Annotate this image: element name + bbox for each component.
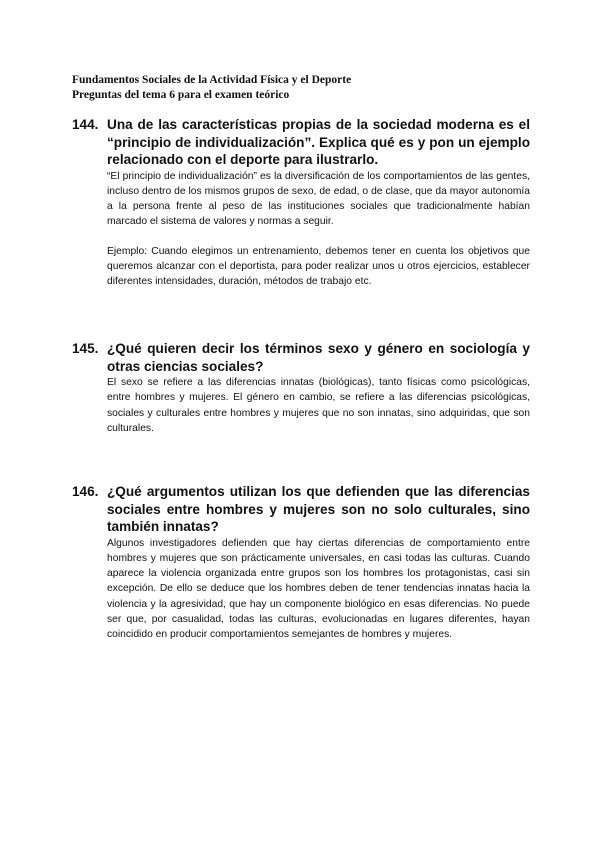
answer — [72, 536, 530, 643]
question-146 — [72, 483, 530, 643]
question-text: ¿Qué argumentos utilizan los que defienden que las diferencias sociales entre hombres y mujeres son no solo culturales, sino también innatas? — [107, 484, 530, 534]
question-144 — [72, 116, 530, 290]
course-title: Fundamentos Sociales de la Actividad Física y el Deporte — [72, 74, 352, 86]
question-number: 145. — [72, 341, 99, 356]
answer-paragraph: “El principio de individualización” es la diversificación de los comportamientos de las gentes, incluso dentro de los mismos grupos de sexo, de edad, o de clase, que da mayor autonomía a la persona frente al peso de las instituciones sociales que tradicionalmente habían marcado el sistema de valores y normas a seguir. — [107, 170, 530, 228]
question-number: 146. — [72, 484, 99, 499]
question-text: ¿Qué quieren decir los términos sexo y género en sociología y otras ciencias sociales? — [107, 341, 530, 374]
question-title — [72, 116, 530, 169]
question-text: Una de las características propias de la sociedad moderna es el “principio de individualización”. Explica qué es y pon un ejemplo relacionado con el deporte para ilustrarlo. — [107, 117, 530, 167]
exam-subtitle: Preguntas del tema 6 para el examen teórico — [72, 89, 290, 101]
answer-example: Ejemplo: Cuando elegimos un entrenamiento, debemos tener en cuenta los objetivos que queremos alcanzar con el deportista, para poder realizar unos u otros ejercicios, establecer diferentes intensidades, duración, métodos de trabajo etc. — [107, 245, 530, 288]
question-145 — [72, 340, 530, 436]
answer — [72, 375, 530, 436]
answer — [72, 169, 530, 290]
question-title — [72, 483, 530, 536]
document-header — [72, 73, 532, 103]
answer-paragraph: Algunos investigadores defienden que hay ciertas diferencias de comportamiento entre hombres y mujeres que son prácticamente universales, en casi todas las culturas. Cuando aparece la violencia organizada entre grupos son los hombres los protagonistas, casi sin excepción. De ello se deduce que los hombres deben de tener tendencias innatas hacia la violencia y la agresividad, que hay un componente biológico en esas diferencias. No puede ser que, por casualidad, todas las culturas, evolucionadas en lugares diferentes, hayan coincidido en producir comportamientos semejantes de hombres y mujeres. — [107, 537, 530, 641]
answer-paragraph: El sexo se refiere a las diferencias innatas (biológicas), tanto físicas como psicológicas, entre hombres y mujeres. El género en cambio, se refiere a las diferencias psicológicas, sociales y culturales entre hombres y mujeres que no son innatas, sino adquiridas, que son culturales. — [107, 377, 530, 434]
question-title — [72, 340, 530, 375]
question-number: 144. — [72, 117, 99, 132]
